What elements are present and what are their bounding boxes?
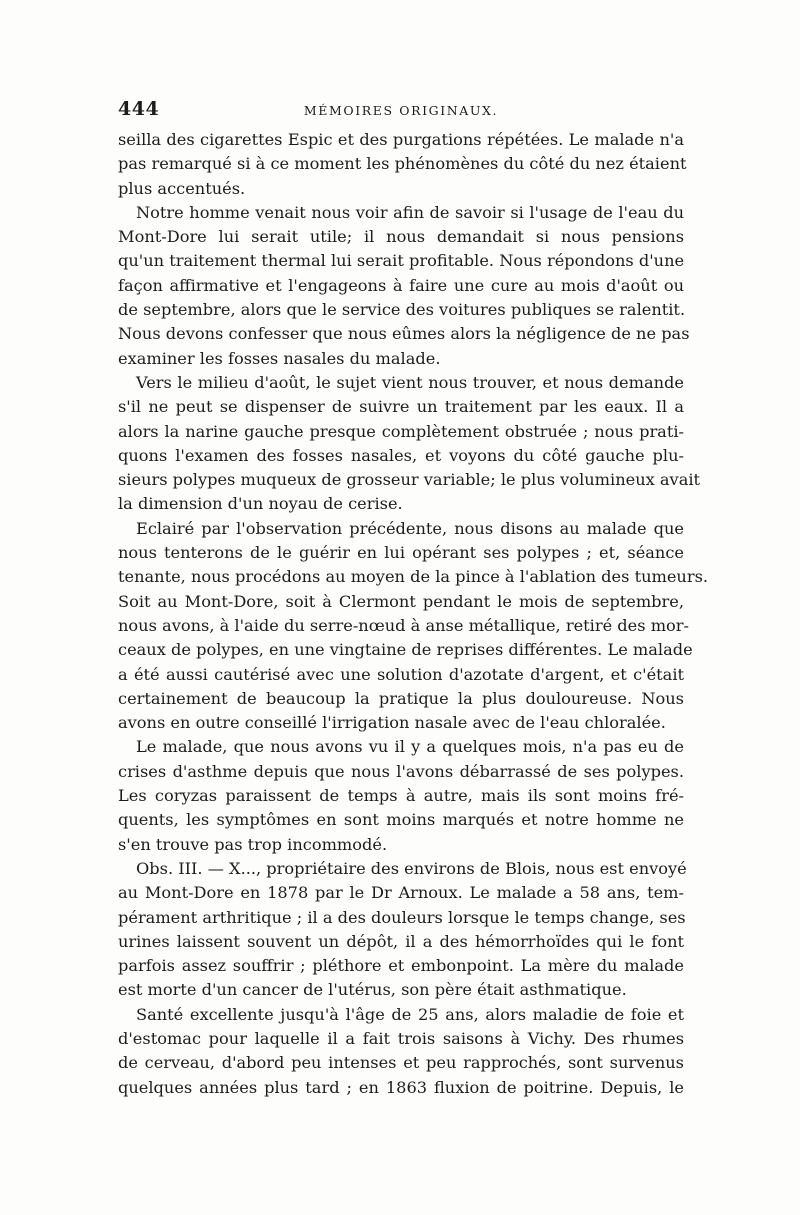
text-line: crises d'asthme depuis que nous l'avons débarrassé de ses polypes. bbox=[118, 761, 684, 781]
observation-heading-line: Obs. III. — X..., propriétaire des environs de Blois, nous est envoyé bbox=[136, 858, 687, 878]
text-line: sieurs polypes muqueux de grosseur variable; le plus volumineux avait bbox=[118, 470, 701, 490]
text-line: Soit au Mont-Dore, soit à Clermont pendant le mois de septembre, bbox=[118, 591, 684, 611]
text-line: de septembre, alors que le service des voitures publiques se ralentit. bbox=[118, 300, 686, 320]
text-line: a été aussi cautérisé avec une solution d'azotate d'argent, et c'était bbox=[118, 664, 684, 684]
text-line: Vers le milieu d'août, le sujet vient nous trouver, et nous demande bbox=[136, 372, 684, 392]
page-number: 444 bbox=[118, 98, 160, 120]
text-line: s'il ne peut se dispenser de suivre un traitement par les eaux. Il a bbox=[118, 397, 684, 417]
text-line: Notre homme venait nous voir afin de savoir si l'usage de l'eau du bbox=[136, 202, 684, 222]
text-line: au Mont-Dore en 1878 par le Dr Arnoux. Le malade a 58 ans, tem- bbox=[118, 883, 684, 903]
text-line: ceaux de polypes, en une vingtaine de reprises différentes. Le malade bbox=[118, 640, 693, 660]
text-line: Santé excellente jusqu'à l'âge de 25 ans, alors maladie de foie et bbox=[136, 1004, 684, 1024]
text-line: quons l'examen des fosses nasales, et voyons du côté gauche plu- bbox=[118, 445, 684, 465]
text-line: la dimension d'un noyau de cerise. bbox=[118, 494, 403, 514]
text-line: quelques années plus tard ; en 1863 fluxion de poitrine. Depuis, le bbox=[118, 1077, 684, 1097]
text-line: Nous devons confesser que nous eûmes alors la négligence de ne pas bbox=[118, 324, 690, 344]
text-line: pas remarqué si à ce moment les phénomènes du côté du nez étaient bbox=[118, 154, 687, 174]
page-header bbox=[118, 98, 684, 124]
text-line: parfois assez souffrir ; pléthore et embonpoint. La mère du malade bbox=[118, 956, 684, 976]
text-line: tenante, nous procédons au moyen de la pince à l'ablation des tumeurs. bbox=[118, 567, 709, 587]
text-line: certainement de beaucoup la pratique la plus douloureuse. Nous bbox=[118, 688, 684, 708]
text-line: nous tenterons de le guérir en lui opérant ses polypes ; et, séance bbox=[118, 543, 684, 563]
text-line: façon affirmative et l'engageons à faire une cure au mois d'août ou bbox=[118, 275, 684, 295]
text-line: pérament arthritique ; il a des douleurs lorsque le temps change, ses bbox=[118, 907, 686, 927]
text-line: quents, les symptômes en sont moins marqués et notre homme ne bbox=[118, 810, 684, 830]
body-text bbox=[118, 128, 709, 1100]
text-line: plus accentués. bbox=[118, 178, 246, 198]
text-line: de cerveau, d'abord peu intenses et peu rapprochés, sont survenus bbox=[118, 1053, 684, 1073]
text-line: d'estomac pour laquelle il a fait trois saisons à Vichy. Des rhumes bbox=[118, 1028, 684, 1048]
text-line: qu'un traitement thermal lui serait profitable. Nous répondons d'une bbox=[118, 251, 685, 271]
running-title: MÉMOIRES ORIGINAUX. bbox=[303, 103, 499, 118]
text-line: Le malade, que nous avons vu il y a quelques mois, n'a pas eu de bbox=[136, 737, 684, 757]
text-line: Mont-Dore lui serait utile; il nous demandait si nous pensions bbox=[118, 227, 684, 247]
text-line: seilla des cigarettes Espic et des purgations répétées. Le malade n'a bbox=[118, 130, 684, 149]
text-line: examiner les fosses nasales du malade. bbox=[118, 348, 441, 368]
text-line: est morte d'un cancer de l'utérus, son père était asthmatique. bbox=[118, 980, 627, 1000]
text-line: s'en trouve pas trop incommodé. bbox=[118, 834, 388, 854]
text-line: avons en outre conseillé l'irrigation nasale avec de l'eau chloralée. bbox=[118, 713, 666, 733]
text-line: Eclairé par l'observation précédente, nous disons au malade que bbox=[136, 518, 684, 538]
text-line: Les coryzas paraissent de temps à autre, mais ils sont moins fré- bbox=[118, 786, 684, 806]
text-line: nous avons, à l'aide du serre-nœud à anse métallique, retiré des mor- bbox=[118, 615, 690, 635]
text-line: alors la narine gauche presque complètement obstruée ; nous prati- bbox=[118, 421, 684, 441]
text-line: urines laissent souvent un dépôt, il a des hémorrhoïdes qui le font bbox=[118, 931, 684, 951]
